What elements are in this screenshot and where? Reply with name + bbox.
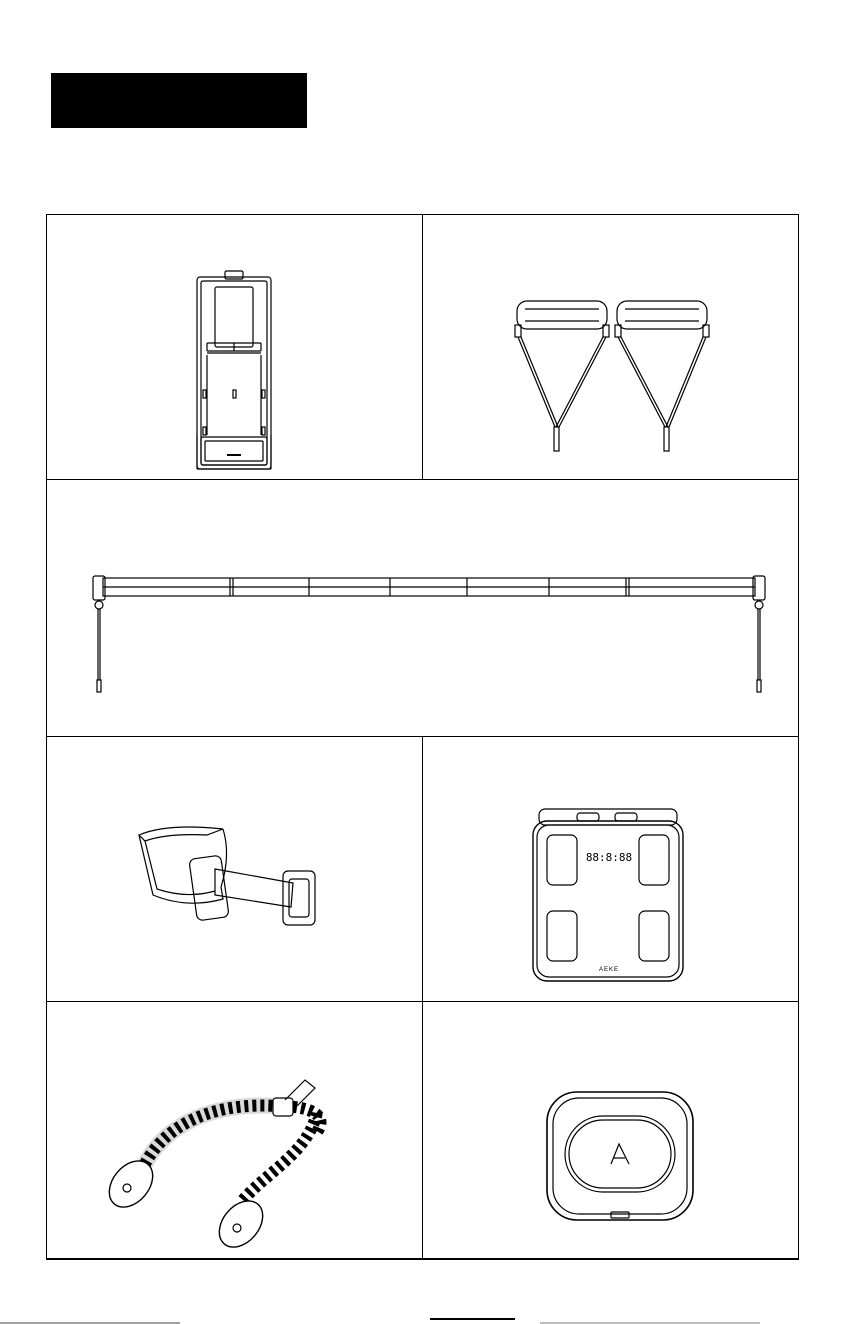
section-title-bar bbox=[51, 73, 307, 128]
cable-handles-pair-icon bbox=[423, 215, 800, 481]
page-footer bbox=[0, 1300, 851, 1324]
charging-pad-icon bbox=[423, 1002, 800, 1261]
cell-charger bbox=[422, 1001, 799, 1260]
tricep-rope-icon bbox=[47, 1002, 424, 1261]
body-scale-icon bbox=[423, 737, 800, 1003]
cell-scale bbox=[422, 736, 799, 1002]
foldable-gym-frame-icon bbox=[47, 215, 424, 481]
accessory-grid bbox=[46, 214, 799, 1260]
cell-strap bbox=[46, 736, 423, 1002]
cell-rope bbox=[46, 1001, 423, 1260]
scale-display-readout: 88:8:88 bbox=[585, 851, 633, 864]
long-straight-bar-icon bbox=[47, 480, 800, 738]
cell-handles bbox=[422, 214, 799, 480]
footer-mark-center bbox=[430, 1318, 515, 1320]
ankle-strap-icon bbox=[47, 737, 424, 1003]
scale-brand-logo: AEKE bbox=[598, 967, 620, 973]
cell-frame bbox=[46, 214, 423, 480]
cell-bar bbox=[46, 479, 799, 737]
